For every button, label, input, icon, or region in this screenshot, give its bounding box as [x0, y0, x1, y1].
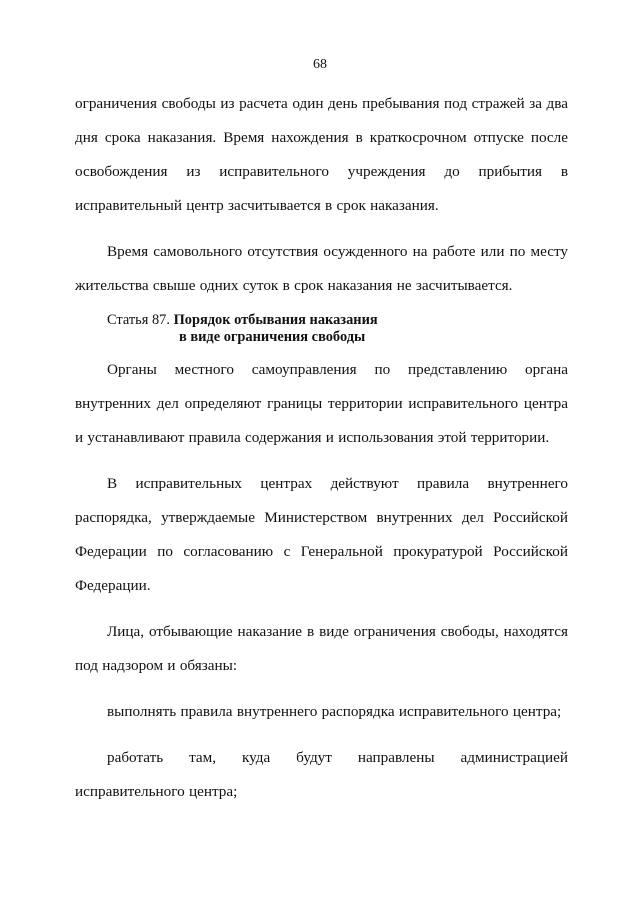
text-block-article	[75, 353, 568, 809]
article-title-line2: в виде ограничения свободы	[179, 329, 366, 345]
article-label: Статья 87.	[107, 312, 170, 328]
paragraph-absence-time: Время самовольного отсутствия осужденного на работе или по месту жительства свыше одних суток в срок наказания не засчитывается.	[75, 243, 568, 294]
paragraph-supervision: Лица, отбывающие наказание в виде ограничения свободы, находятся под надзором и обязаны:	[75, 623, 568, 674]
text-block-top	[75, 87, 568, 303]
article-heading	[107, 312, 547, 346]
paragraph-internal-rules: В исправительных центрах действуют правила внутреннего распорядка, утверждаемые Министерством внутренних дел Российской Федерации по согласованию с Генеральной прокуратурой Российской Федерации.	[75, 475, 568, 594]
page-number: 68	[313, 57, 327, 72]
paragraph-local-government: Органы местного самоуправления по представлению органа внутренних дел определяют границы территории исправительного центра и устанавливают правила содержания и использования этой территории.	[75, 361, 568, 446]
paragraph-duty-work: работать там, куда будут направлены администрацией исправительного центра;	[75, 749, 568, 800]
paragraph-duty-rules: выполнять правила внутреннего распорядка исправительного центра;	[107, 703, 562, 720]
paragraph-continuation: ограничения свободы из расчета один день пребывания под стражей за два дня срока наказания. Время нахождения в краткосрочном отпуске после освобождения из исправительного учреждения до прибытия в исправительный центр засчитывается в срок наказания.	[75, 95, 568, 214]
article-title-line1: Порядок отбывания наказания	[173, 312, 378, 328]
